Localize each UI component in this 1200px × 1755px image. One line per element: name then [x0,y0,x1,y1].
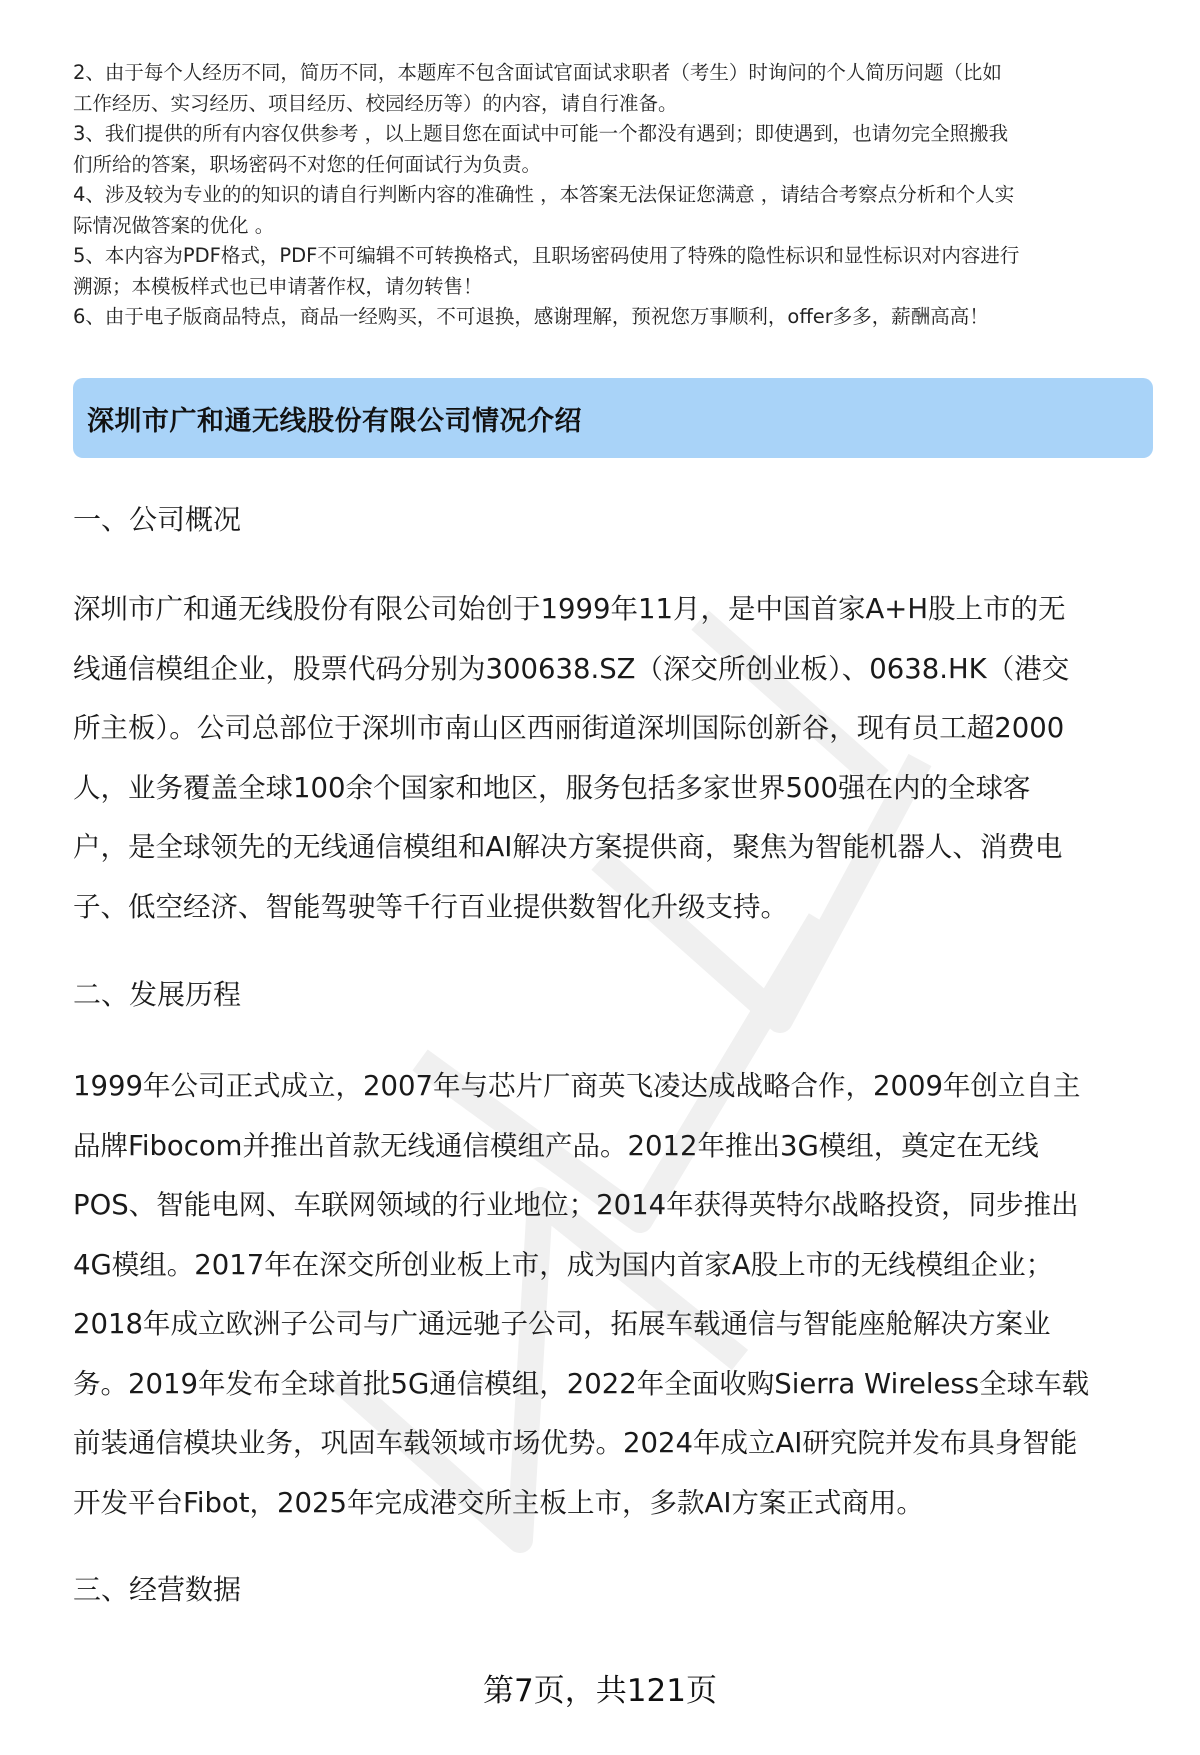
paragraph-line: 务。2019年发布全球首批5G通信模组，2022年全面收购Sierra Wireless全球车载 [73,1367,1090,1400]
paragraph-line: 前装通信模块业务，巩固车载领域市场优势。2024年成立AI研究院并发布具身智能 [73,1427,1078,1459]
note-line: 2、由于每个人经历不同，简历不同，本题库不包含面试官面试求职者（考生）时询问的个人简历问题（比如 [73,61,1002,84]
section-heading-overview: 一、公司概况 [73,503,242,536]
note-line: 6、由于电子版商品特点，商品一经购买，不可退换，感谢理解，预祝您万事顺利，offer多多，薪酬高高！ [73,305,989,328]
note-line: 们所给的答案，职场密码不对您的任何面试行为负责。 [73,152,542,176]
disclaimer-notes [73,58,1153,333]
note-line: 际情况做答案的优化 。 [73,213,275,237]
paragraph-line: 子、低空经济、智能驾驶等千行百业提供数智化升级支持。 [73,890,788,923]
company-title: 深圳市广和通无线股份有限公司情况介绍 [87,405,582,437]
note-line: 3、我们提供的所有内容仅供参考 ，以上题目您在面试中可能一个都没有遇到；即使遇到，也请勿完全照搬我 [73,122,1009,145]
paragraph-line: 人，业务覆盖全球100余个国家和地区，服务包括多家世界500强在内的全球客 [73,771,1031,804]
company-title-banner [73,378,1153,458]
paragraph-line: 开发平台Fibot，2025年完成港交所主板上市，多款AI方案正式商用。 [73,1486,924,1519]
paragraph-line: 品牌Fibocom并推出首款无线通信模组产品。2012年推出3G模组，奠定在无线 [73,1129,1039,1162]
note-line: 工作经历、实习经历、项目经历、校园经历等）的内容，请自行准备。 [73,91,678,115]
paragraph-line: POS、智能电网、车联网领域的行业地位；2014年获得英特尔战略投资，同步推出 [73,1189,1079,1221]
note-line: 溯源；本模板样式也已申请著作权，请勿转售！ [73,274,483,298]
page-number: 第7页，共121页 [483,1673,717,1709]
paragraph-line: 4G模组。2017年在深交所创业板上市，成为国内首家A股上市的无线模组企业； [73,1248,1054,1281]
history-paragraph [73,1057,1153,1533]
section-heading-operations: 三、经营数据 [73,1573,242,1606]
note-line: 4、涉及较为专业的的知识的请自行判断内容的准确性 ，本答案无法保证您满意 ，请结合考察点分析和个人实 [73,183,1015,206]
overview-paragraph [73,580,1153,937]
note-line: 5、本内容为PDF格式，PDF不可编辑不可转换格式，且职场密码使用了特殊的隐性标识和显性标识对内容进行 [73,244,1020,267]
paragraph-line: 2018年成立欧洲子公司与广通远驰子公司，拓展车载通信与智能座舱解决方案业 [73,1308,1051,1340]
paragraph-line: 户，是全球领先的无线通信模组和AI解决方案提供商，聚焦为智能机器人、消费电 [73,831,1063,863]
section-heading-history: 二、发展历程 [73,978,242,1011]
paragraph-line: 1999年公司正式成立，2007年与芯片厂商英飞凌达成战略合作，2009年创立自主 [73,1070,1081,1102]
paragraph-line: 深圳市广和通无线股份有限公司始创于1999年11月，是中国首家A+H股上市的无 [73,593,1066,625]
paragraph-line: 所主板）。公司总部位于深圳市南山区西丽街道深圳国际创新谷，现有员工超2000 [73,712,1065,744]
paragraph-line: 线通信模组企业，股票代码分别为300638.SZ（深交所创业板）、0638.HK（港交 [73,652,1070,685]
